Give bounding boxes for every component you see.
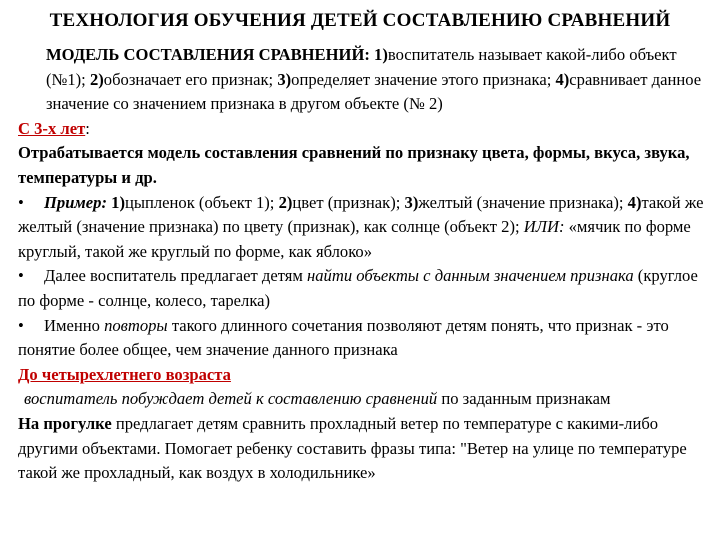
age4-heading: До четырехлетнего возраста: [18, 364, 231, 384]
model-num-3: 3): [277, 69, 292, 89]
example-text-4: такой же желтый (значение признака) по цвету (признак), как солнце (объект 2);: [18, 192, 704, 237]
example-num-4: 4): [627, 192, 642, 212]
model-step-4: сравнивает данное значение со значением признака в другом объекте (№ 2): [46, 69, 702, 114]
or-label: ИЛИ:: [523, 217, 565, 237]
model-paragraph: [18, 43, 708, 117]
model-label: МОДЕЛЬ СОСТАВЛЕНИЯ СРАВНЕНИЙ:: [46, 45, 370, 64]
walk-text: предлагает детям сравнить прохладный ветер по температуре с какими-либо другими объектами. Помогает ребенку составить фразы типа: "Ветер на улице по температуре такой же прохладный, как воздух в холодильнике»: [18, 413, 687, 483]
bullet3-text-1: Именно: [44, 315, 105, 335]
age3-heading-line: [18, 117, 708, 142]
age3-heading: С 3-х лет: [18, 118, 86, 138]
example-num-1: 1): [107, 192, 125, 212]
walk-paragraph: [18, 412, 708, 486]
bullet-repeats: [18, 314, 708, 363]
bullet-marker: •: [18, 315, 24, 335]
bullet3-text-2: такого длинного сочетания позволяют детям понять, что признак - это понятие более общее, чем значение данного признака: [18, 315, 669, 360]
model-num-4: 4): [555, 69, 570, 89]
example-num-3: 3): [404, 192, 419, 212]
model-step-1: воспитатель называет какой-либо объект (№1);: [46, 45, 677, 89]
model-num-2: 2): [89, 69, 104, 89]
bullet-marker: •: [18, 266, 24, 286]
example-num-2: 2): [278, 192, 293, 212]
age4-text-1: по заданным признакам: [437, 389, 611, 409]
model-step-3: определяет значение этого признака;: [291, 69, 556, 89]
age4-heading-line: [18, 363, 708, 388]
bullet2-text-1: Далее воспитатель предлагает детям: [44, 266, 308, 286]
example-label: Пример:: [44, 192, 107, 212]
example-text-3: желтый (значение признака);: [418, 192, 628, 212]
example-text-1: цыпленок (объект 1);: [124, 192, 279, 212]
age3-text: Отрабатывается модель составления сравнений по признаку цвета, формы, вкуса, звука, температуры и др.: [18, 143, 690, 187]
bullet2-italic: найти объекты с данным значением признака: [307, 266, 634, 286]
bullet-find-objects: [18, 264, 708, 313]
example-text-2: цвет (признак);: [292, 192, 405, 212]
model-step-2: обозначает его признак;: [103, 69, 278, 89]
bullet3-italic: повторы: [104, 315, 168, 335]
example-text-5: «мячик по форме круглый, такой же круглый по форме, как яблоко»: [18, 217, 691, 261]
slide-content: [18, 43, 708, 486]
walk-label: На прогулке: [18, 413, 112, 433]
model-num-1: 1): [369, 45, 388, 64]
age4-text: [18, 387, 708, 412]
bullet-marker: •: [18, 192, 24, 212]
bullet2-text-2: (круглое по форме - солнце, колесо, тарелка): [18, 266, 698, 310]
bullet-example: [18, 191, 708, 265]
page-title: ТЕХНОЛОГИЯ ОБУЧЕНИЯ ДЕТЕЙ СОСТАВЛЕНИЮ СРАВНЕНИЙ: [49, 10, 671, 31]
age4-italic: воспитатель побуждает детей к составлению сравнений: [24, 389, 438, 409]
age3-colon: :: [85, 118, 90, 138]
